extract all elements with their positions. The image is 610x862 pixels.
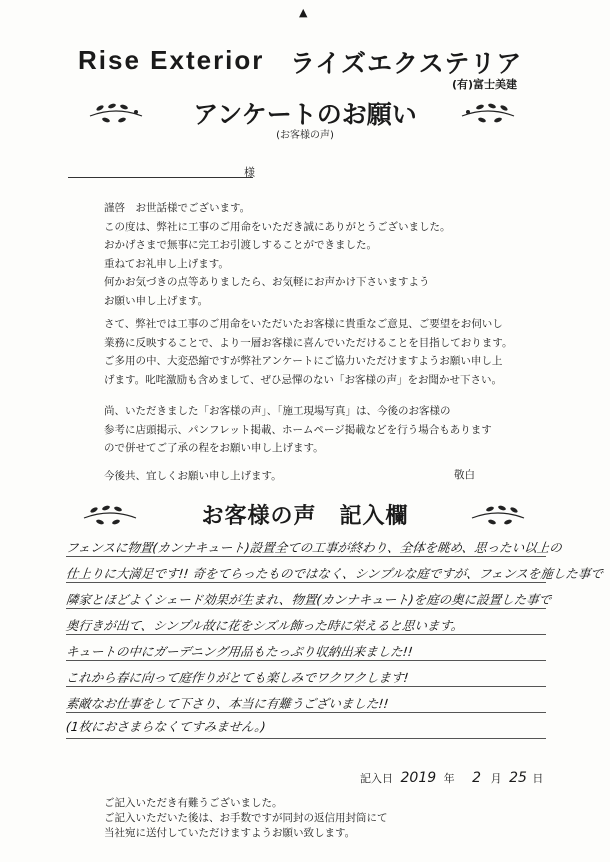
date-label: 記入日 [360, 772, 393, 785]
addressee-line [68, 177, 253, 178]
brand-name-english: Rise Exterior [78, 45, 265, 75]
entry-rule [66, 556, 546, 557]
footer-note: ご記入いただき有難うございました。 ご記入いただいた後は、お手数ですが同封の返信用封筒にて 当社宛に送付していただけますようお願い致します。 [104, 797, 388, 839]
letter-paragraph-1: 謹啓 お世話様でございます。 この度は、弊社に工事のご用命をいただき誠にありがとうございました。 おかげさまで無事に完工お引渡しすることができました。 重ねてお礼申し上げます。 何かお気づきの点等ありましたら、お気軽にお声かけ下さいますよう お願い申し上げます。 [104, 202, 451, 307]
entry-rule [66, 686, 546, 687]
date-day-unit: 日 [532, 772, 544, 785]
handwritten-line-1: フェンスに物置(カンナキュート)設置全ての工事が終わり、全体を眺め、思ったい以上の [65, 540, 563, 555]
date-year: 2019 [400, 770, 437, 786]
date-month: 2 [472, 770, 482, 786]
letter-paragraph-4: 今後共、宜しくお願い申し上げます。 [104, 470, 282, 482]
entry-date [360, 770, 543, 786]
letter-paragraph-3: 尚、いただきました「お客様の声」、「施工現場写真」は、今後のお客様の 参考に店頭掲示、パンフレット掲載、ホームページ掲載などを行う場合もあります ので併せてご了承の程をお願い申し上げます。 [104, 405, 492, 454]
page-subtitle: (お客様の声) [276, 130, 334, 141]
date-year-unit: 年 [443, 772, 455, 785]
entry-rule [66, 660, 546, 661]
letter-closing: 敬白 [454, 469, 475, 481]
handwritten-line-6: これから春に向って庭作りがとても楽しみでワクワクします! [65, 670, 410, 685]
entry-rule [66, 634, 546, 635]
entry-rule [66, 738, 546, 739]
handwritten-line-8: (1枚におさまらなくてすみません。) [65, 719, 267, 734]
company-name: (有)富士美建 [452, 78, 518, 91]
handwritten-line-3: 隣家とほどよくシェード効果が生まれ、物置(カンナキュート)を庭の奥に設置した事で [65, 592, 553, 607]
handwritten-line-7: 素敵なお仕事をして下さり、本当に有難うございました!! [65, 696, 390, 711]
brand-name-japanese: ライズエクステリア [290, 49, 523, 78]
entry-rule [66, 608, 546, 609]
voice-section-title: お客様の声 記入欄 [201, 504, 409, 529]
date-month-unit: 月 [490, 772, 502, 785]
date-day: 25 [509, 770, 527, 786]
handwritten-line-2: 仕上りに大満足です!! 奇をてらったものではなく、シンプルな庭ですが、フェンスを施した事で [65, 566, 604, 581]
entry-rule [66, 582, 546, 583]
page-title: アンケートのお願い [193, 100, 417, 129]
handwritten-line-5: キュートの中にガーデニング用品もたっぷり収納出来ました!! [65, 644, 414, 659]
letter-paragraph-2: さて、弊社では工事のご用命をいただいたお客様に貴重なご意見、ご要望をお伺いし 業務に反映することで、より一層お客様に喜んでいただけることを目指しております。 ご多用の中、大変恐縮ですが弊社アンケートにご協力いただけますようお願い申し上 げます。叱咤激励も含めまして、ぜひ忌憚のない「お客様の声」をお聞かせ下さい。 [104, 318, 513, 386]
entry-rule [66, 712, 546, 713]
addressee-suffix: 様 [244, 166, 255, 179]
top-marker: ▲ [299, 6, 308, 19]
handwritten-line-4: 奥行きが出て、シンプル故に花をシズル飾った時に栄えると思います。 [65, 618, 465, 633]
